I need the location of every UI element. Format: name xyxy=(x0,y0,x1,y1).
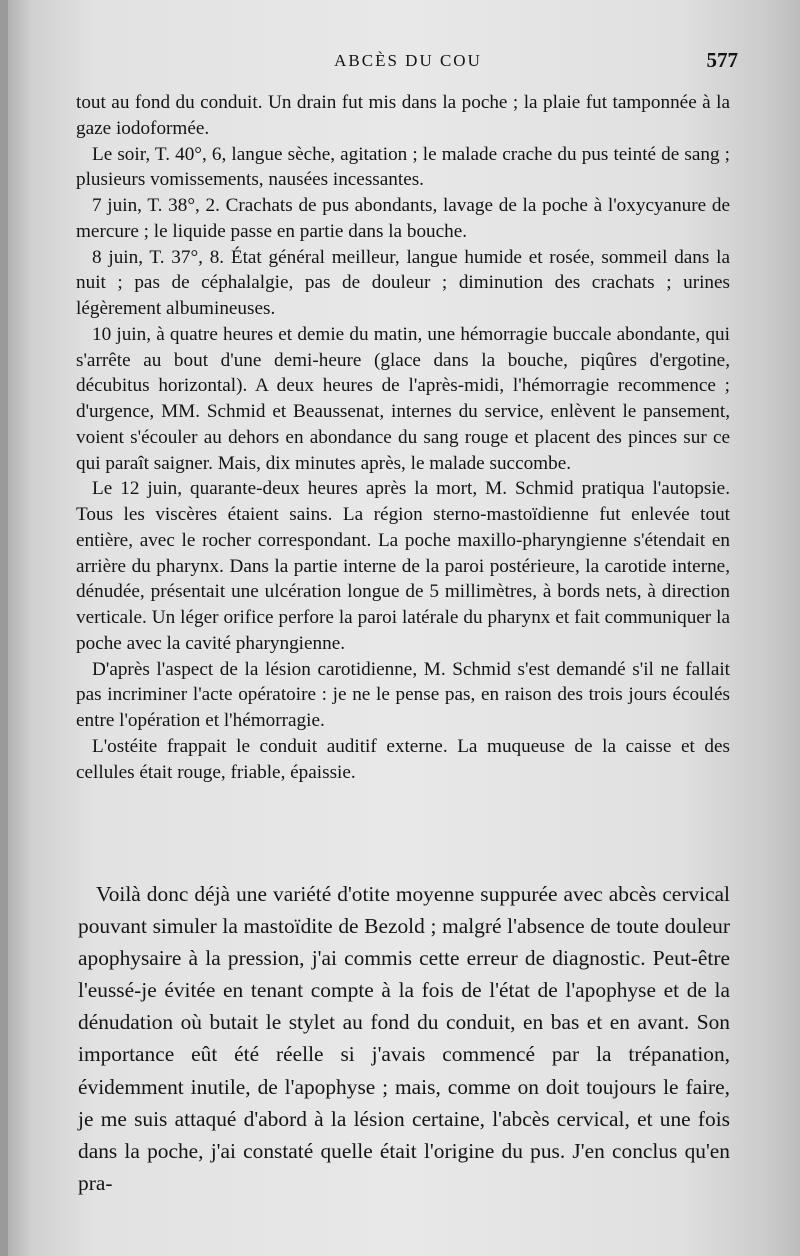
case-report-text xyxy=(76,90,730,785)
paragraph: D'après l'aspect de la lésion carotidienne, M. Schmid s'est demandé s'il ne fallait pas incriminer l'acte opératoire : je ne le pense pas, en raison des trois jours écoulés entre l'opération et l'hémorragie. xyxy=(76,658,730,731)
paragraph: Le 12 juin, quarante-deux heures après la mort, M. Schmid pratiqua l'autopsie. Tous les viscères étaient sains. La région sterno-mastoïdienne fut enlevée tout entière, avec le rocher correspondant. La poche maxillo-pharyngienne s'étendait en arrière du pharynx. Dans la partie interne de la paroi postérieure, la carotide interne, dénudée, présentait une ulcération longue de 5 millimètres, à bords nets, à direction verticale. Un léger orifice perfore la paroi latérale du pharynx et fait communiquer la poche avec la cavité pharyngienne. xyxy=(76,478,730,654)
running-title: ABCÈS DU COU xyxy=(334,51,482,70)
paragraph: Le soir, T. 40°, 6, langue sèche, agitation ; le malade crache du pus teinté de sang ; plusieurs vomissements, nausées incessantes. xyxy=(76,143,730,191)
page-edge-shadow xyxy=(0,0,8,1256)
commentary-text xyxy=(78,878,730,1199)
paragraph: 8 juin, T. 37°, 8. État général meilleur, langue humide et rosée, sommeil dans la nuit ; pas de céphalalgie, pas de douleur ; diminution des crachats ; urines légèrement albumineuses. xyxy=(76,246,730,319)
page-number: 577 xyxy=(706,48,738,72)
paragraph: Voilà donc déjà une variété d'otite moyenne suppurée avec abcès cervical pouvant simuler la mastoïdite de Bezold ; malgré l'absence de toute douleur apophysaire à la pression, j'ai commis cette erreur de diagnostic. Peut-être l'eussé-je évitée en tenant compte à la fois de l'état de l'apophyse et de la dénudation où butait le stylet au fond du conduit, en bas et en avant. Son importance eût été réelle si j'avais commencé par la trépanation, évidemment inutile, de l'apophyse ; mais, comme on doit toujours le faire, je me suis attaqué d'abord à la lésion certaine, l'abcès cervical, et une fois dans la poche, j'ai constaté quelle était l'origine du pus. J'en conclus qu'en pra- xyxy=(78,882,730,1195)
running-head xyxy=(78,48,738,74)
paragraph: 7 juin, T. 38°, 2. Crachats de pus abondants, lavage de la poche à l'oxycyanure de mercure ; le liquide passe en partie dans la bouche. xyxy=(76,195,730,242)
paragraph: L'ostéite frappait le conduit auditif externe. La muqueuse de la caisse et des cellules était rouge, friable, épaissie. xyxy=(76,735,730,783)
paragraph: 10 juin, à quatre heures et demie du matin, une hémorragie buccale abondante, qui s'arrête au bout d'une demi-heure (glace dans la bouche, piqûres d'ergotine, décubitus horizontal). A deux heures de l'après-midi, l'hémorragie recommence ; d'urgence, MM. Schmid et Beaussenat, internes du service, enlèvent le pansement, voient s'écouler au dehors en abondance du sang rouge et placent des pinces sur ce qui paraît saigner. Mais, dix minutes après, le malade succombe. xyxy=(76,323,730,474)
paragraph: tout au fond du conduit. Un drain fut mis dans la poche ; la plaie fut tamponnée à la gaze iodoformée. xyxy=(76,92,730,139)
